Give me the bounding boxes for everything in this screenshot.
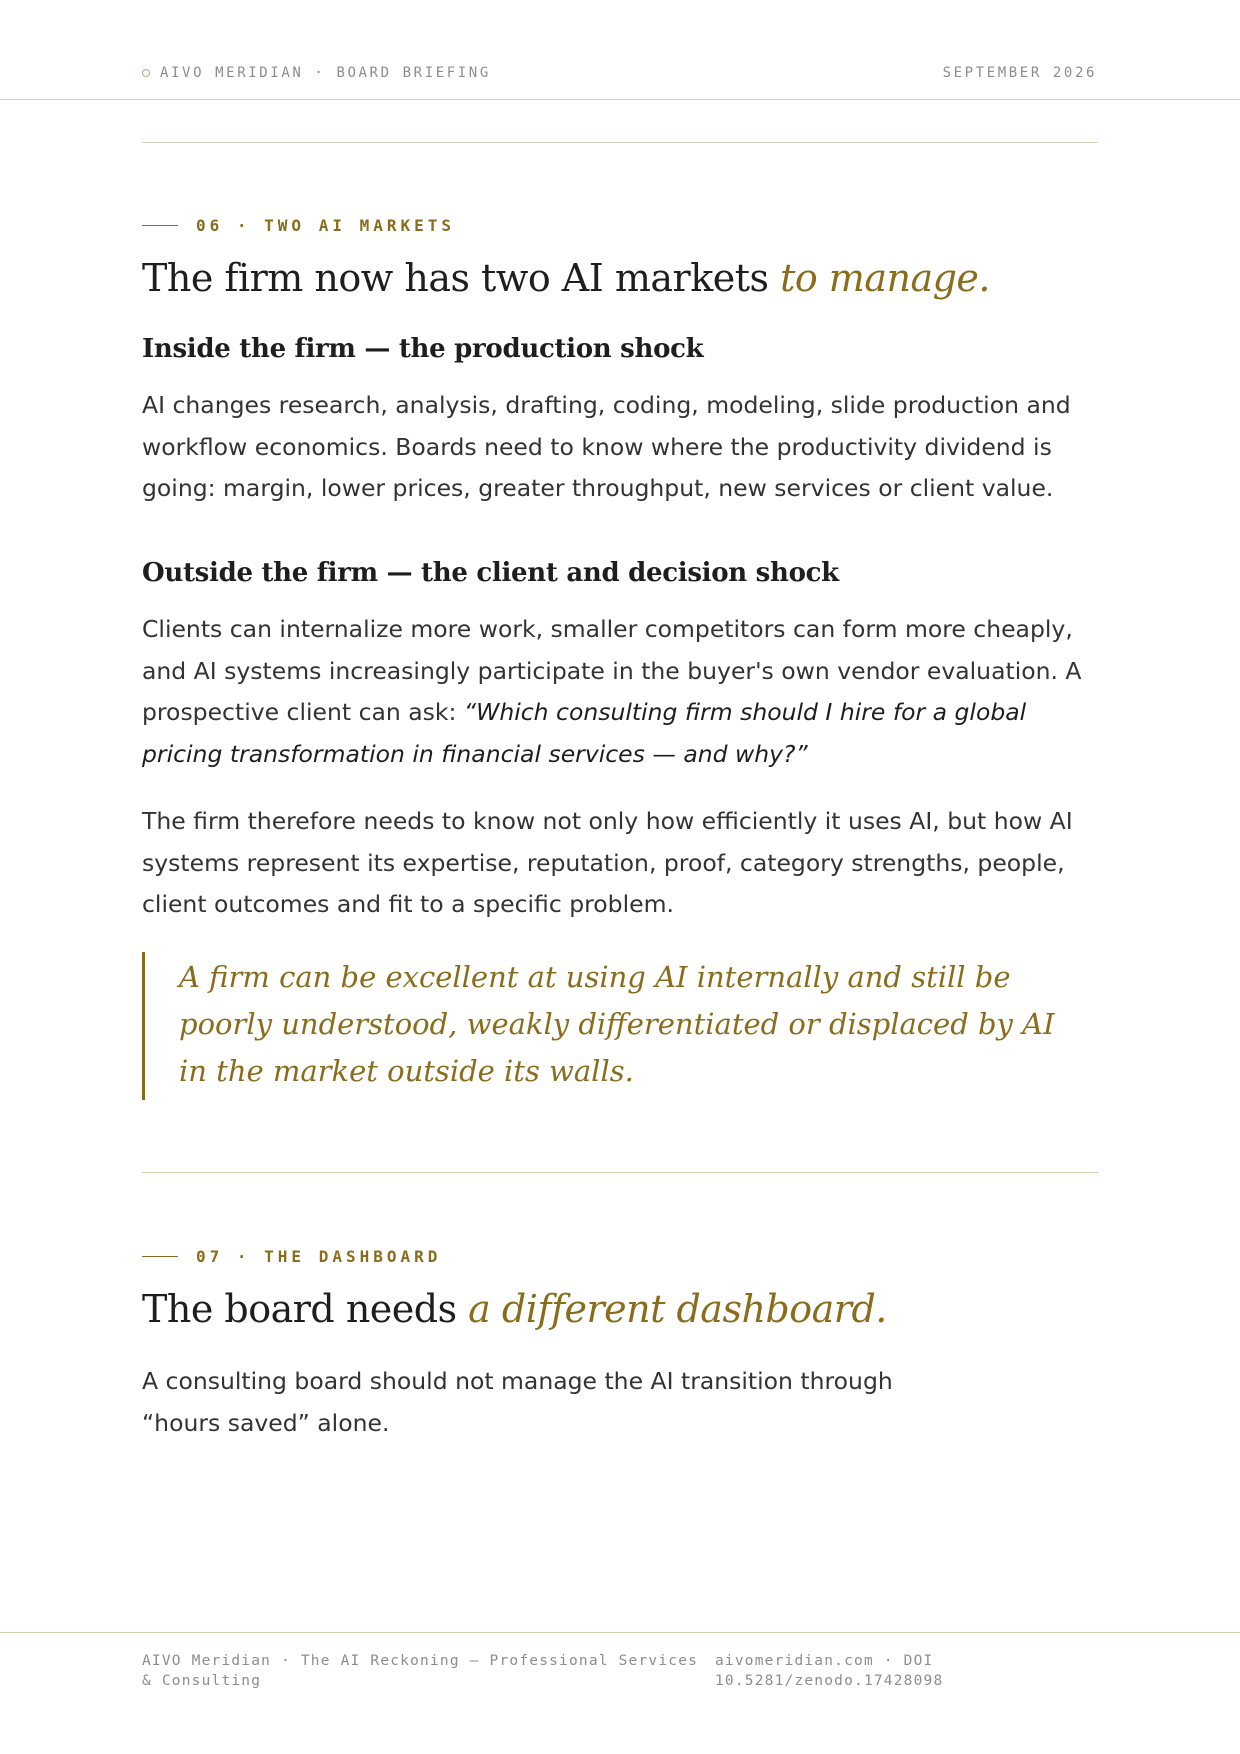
kicker-text: 07 · THE DASHBOARD bbox=[196, 1247, 442, 1266]
footer-doi: aivomeridian.com · DOI 10.5281/zenodo.17428098 bbox=[715, 1653, 944, 1689]
page-header bbox=[0, 0, 1240, 100]
page-footer bbox=[0, 1632, 1240, 1754]
title-text: The firm now has two AI markets bbox=[142, 256, 781, 300]
pull-quote: A firm can be excellent at using AI internally and still be poorly understood, weakly differentiated or displaced by AI in the market outside its walls. bbox=[142, 952, 1062, 1100]
subheading-inside: Inside the firm — the production shock bbox=[142, 334, 704, 364]
circle-icon bbox=[142, 69, 150, 77]
kicker-text: 06 · TWO AI MARKETS bbox=[196, 216, 456, 235]
section-kicker-07 bbox=[142, 1247, 441, 1266]
kicker-dash bbox=[142, 225, 178, 226]
footer-publication: AIVO Meridian · The AI Reckoning — Professional Services & Consulting bbox=[142, 1653, 699, 1689]
section-divider bbox=[142, 142, 1098, 143]
paragraph-outside bbox=[142, 609, 1102, 775]
paragraph-dashboard: A consulting board should not manage the AI transition through “hours saved” alone. bbox=[142, 1367, 893, 1437]
section-divider bbox=[142, 1172, 1098, 1173]
section-kicker-06 bbox=[142, 216, 455, 235]
paragraph-therefore: The firm therefore needs to know not only how efficiently it uses AI, but how AI systems represent its expertise, reputation, proof, category strengths, people, client outcomes and fit to a specific problem. bbox=[142, 807, 1073, 918]
section-title-07 bbox=[142, 1287, 887, 1331]
section-title-06 bbox=[142, 256, 990, 300]
subheading-outside: Outside the firm — the client and decision shock bbox=[142, 558, 839, 588]
header-brand bbox=[142, 65, 491, 81]
title-accent: to manage. bbox=[780, 256, 990, 300]
title-accent: a different dashboard. bbox=[468, 1287, 887, 1331]
paragraph-outside-text: Clients can internalize more work, smaller competitors can form more cheaply, and AI systems increasingly participate in the buyer's own vendor evaluation. A prospective client can ask: bbox=[142, 615, 1082, 726]
paragraph-inside: AI changes research, analysis, drafting, coding, modeling, slide production and workflow economics. Boards need to know where the productivity dividend is going: margin, lower prices, greater throughput, new services or client value. bbox=[142, 391, 1071, 502]
title-text: The board needs bbox=[142, 1287, 469, 1331]
header-left-text: AIVO MERIDIAN · BOARD BRIEFING bbox=[160, 65, 491, 81]
kicker-dash bbox=[142, 1256, 178, 1257]
client-question-quote: “Which consulting firm should I hire for a global pricing transformation in financial services — and why?” bbox=[142, 698, 1027, 768]
header-date: SEPTEMBER 2026 bbox=[942, 65, 1097, 81]
